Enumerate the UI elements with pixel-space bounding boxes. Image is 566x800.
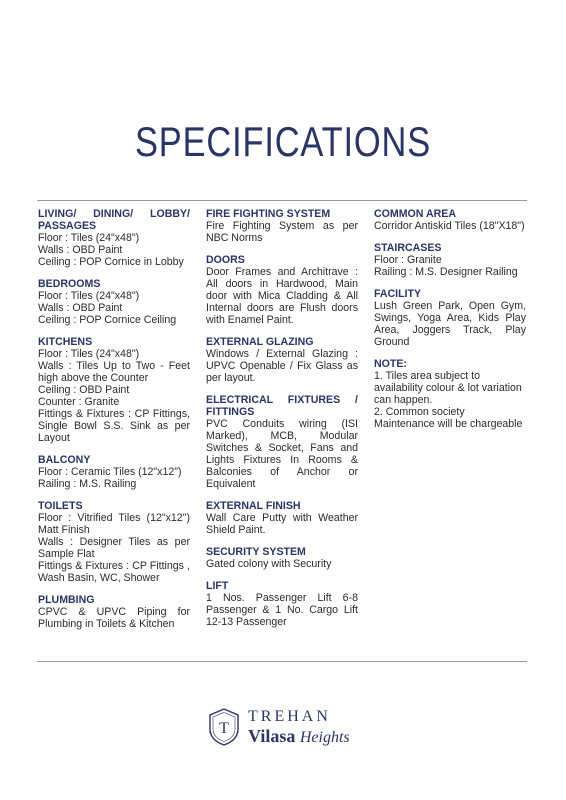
spec-line: Ceiling : POP Cornice in Lobby	[38, 256, 184, 268]
spec-section-note	[374, 358, 526, 430]
spec-section-balcony	[38, 454, 190, 490]
spec-section-bedrooms	[38, 278, 190, 326]
spec-heading: SECURITY SYSTEM	[206, 546, 306, 558]
spec-line: Counter : Granite	[38, 396, 120, 408]
spec-line: Walls : OBD Paint	[38, 302, 123, 314]
spec-line: Walls : OBD Paint	[38, 244, 123, 256]
spec-section-staircases	[374, 242, 526, 278]
spec-line: Floor : Tiles (24"x48")	[38, 232, 140, 244]
spec-heading: KITCHENS	[38, 336, 93, 348]
spec-section-external-finish	[206, 500, 358, 536]
spec-line: Door Frames and Architrave : All doors in Hardwood, Main door with Mica Cladding & All Internal doors are Flush doors with Enamel Paint.	[206, 266, 358, 326]
spec-heading: BALCONY	[38, 454, 91, 466]
spec-section-plumbing	[38, 594, 190, 630]
spec-heading: STAIRCASES	[374, 242, 442, 254]
spec-heading: ELECTRICAL FIXTURES / FITTINGS	[206, 394, 358, 418]
spec-heading: COMMON AREA	[374, 208, 456, 220]
spec-section-living	[38, 208, 190, 268]
spec-heading: LIFT	[206, 580, 229, 592]
spec-line: PVC Conduits wiring (ISI Marked), MCB, Modular Switches & Socket, Fans and Lights Fixtures In Rooms & Balconies of Anchor or Equivalent	[206, 418, 358, 490]
spec-heading: TOILETS	[38, 500, 83, 512]
spec-line: Floor : Tiles (24"x48")	[38, 290, 140, 302]
brand-logo	[206, 706, 366, 750]
spec-line: Railing : M.S. Designer Railing	[374, 266, 518, 278]
spec-section-facility	[374, 288, 526, 348]
spec-line: Ceiling : OBD Paint	[38, 384, 130, 396]
brand-vilasa-text: Vilasa	[248, 726, 296, 746]
spec-column-2	[206, 208, 358, 638]
spec-section-fire-fighting	[206, 208, 358, 244]
spec-column-3	[374, 208, 526, 440]
spec-line: Fire Fighting System as per NBC Norms	[206, 220, 358, 244]
spec-section-lift	[206, 580, 358, 628]
spec-heading: EXTERNAL FINISH	[206, 500, 301, 512]
spec-line: Corridor Antiskid Tiles (18"X18")	[374, 220, 525, 232]
crest-icon	[206, 707, 242, 747]
bottom-divider	[37, 661, 527, 662]
spec-line: Lush Green Park, Open Gym, Swings, Yoga Area, Kids Play Area, Joggers Track, Play Ground	[374, 300, 526, 348]
spec-section-toilets	[38, 500, 190, 584]
spec-line: Floor : Granite	[374, 254, 442, 266]
spec-section-electrical	[206, 394, 358, 490]
spec-line: Floor : Ceramic Tiles (12"x12")	[38, 466, 182, 478]
spec-heading: LIVING/ DINING/ LOBBY/ PASSAGES	[38, 208, 190, 232]
spec-heading: EXTERNAL GLAZING	[206, 336, 314, 348]
spec-section-security	[206, 546, 358, 570]
brand-heights-text: Heights	[299, 729, 350, 746]
spec-heading: BEDROOMS	[38, 278, 101, 290]
spec-section-kitchens	[38, 336, 190, 444]
spec-column-1	[38, 208, 190, 640]
spec-line: Floor : Vitrified Tiles (12"x12") Matt Finish	[38, 512, 190, 536]
spec-heading: FACILITY	[374, 288, 422, 300]
spec-line: Windows / External Glazing : UPVC Openable / Fix Glass as per layout.	[206, 348, 358, 384]
spec-line: Floor : Tiles (24"x48")	[38, 348, 140, 360]
spec-heading: NOTE:	[374, 358, 407, 370]
top-divider	[37, 200, 527, 201]
spec-heading: DOORS	[206, 254, 245, 266]
brand-name-vilasa	[248, 726, 350, 747]
spec-line: Fittings & Fixtures : CP Fittings, Single Bowl S.S. Sink as per Layout	[38, 408, 190, 444]
spec-heading: FIRE FIGHTING SYSTEM	[206, 208, 331, 220]
spec-line: 2. Common society Maintenance will be chargeable	[374, 406, 523, 430]
spec-line: Ceiling : POP Cornice Ceiling	[38, 314, 177, 326]
spec-line: Gated colony with Security	[206, 558, 332, 570]
page-title: SPECIFICATIONS	[135, 118, 431, 165]
spec-line: Walls : Designer Tiles as per Sample Flat	[38, 536, 190, 560]
spec-line: Railing : M.S. Railing	[38, 478, 137, 490]
spec-section-common-area	[374, 208, 526, 232]
brand-name-trehan: TREHAN	[248, 708, 331, 725]
spec-line: Fittings & Fixtures : CP Fittings , Wash Basin, WC, Shower	[38, 560, 190, 584]
spec-section-doors	[206, 254, 358, 326]
spec-line: Walls : Tiles Up to Two - Feet high above the Counter	[38, 360, 190, 384]
spec-line: CPVC & UPVC Piping for Plumbing in Toilets & Kitchen	[38, 606, 190, 630]
spec-heading: PLUMBING	[38, 594, 95, 606]
spec-section-external-glazing	[206, 336, 358, 384]
spec-line: Wall Care Putty with Weather Shield Paint.	[206, 512, 358, 536]
crest-letter: T	[219, 720, 229, 737]
spec-line: 1. Tiles area subject to availability colour & lot variation can happen.	[374, 370, 522, 406]
spec-line: 1 Nos. Passenger Lift 6-8 Passenger & 1 No. Cargo Lift 12-13 Passenger	[206, 592, 358, 628]
